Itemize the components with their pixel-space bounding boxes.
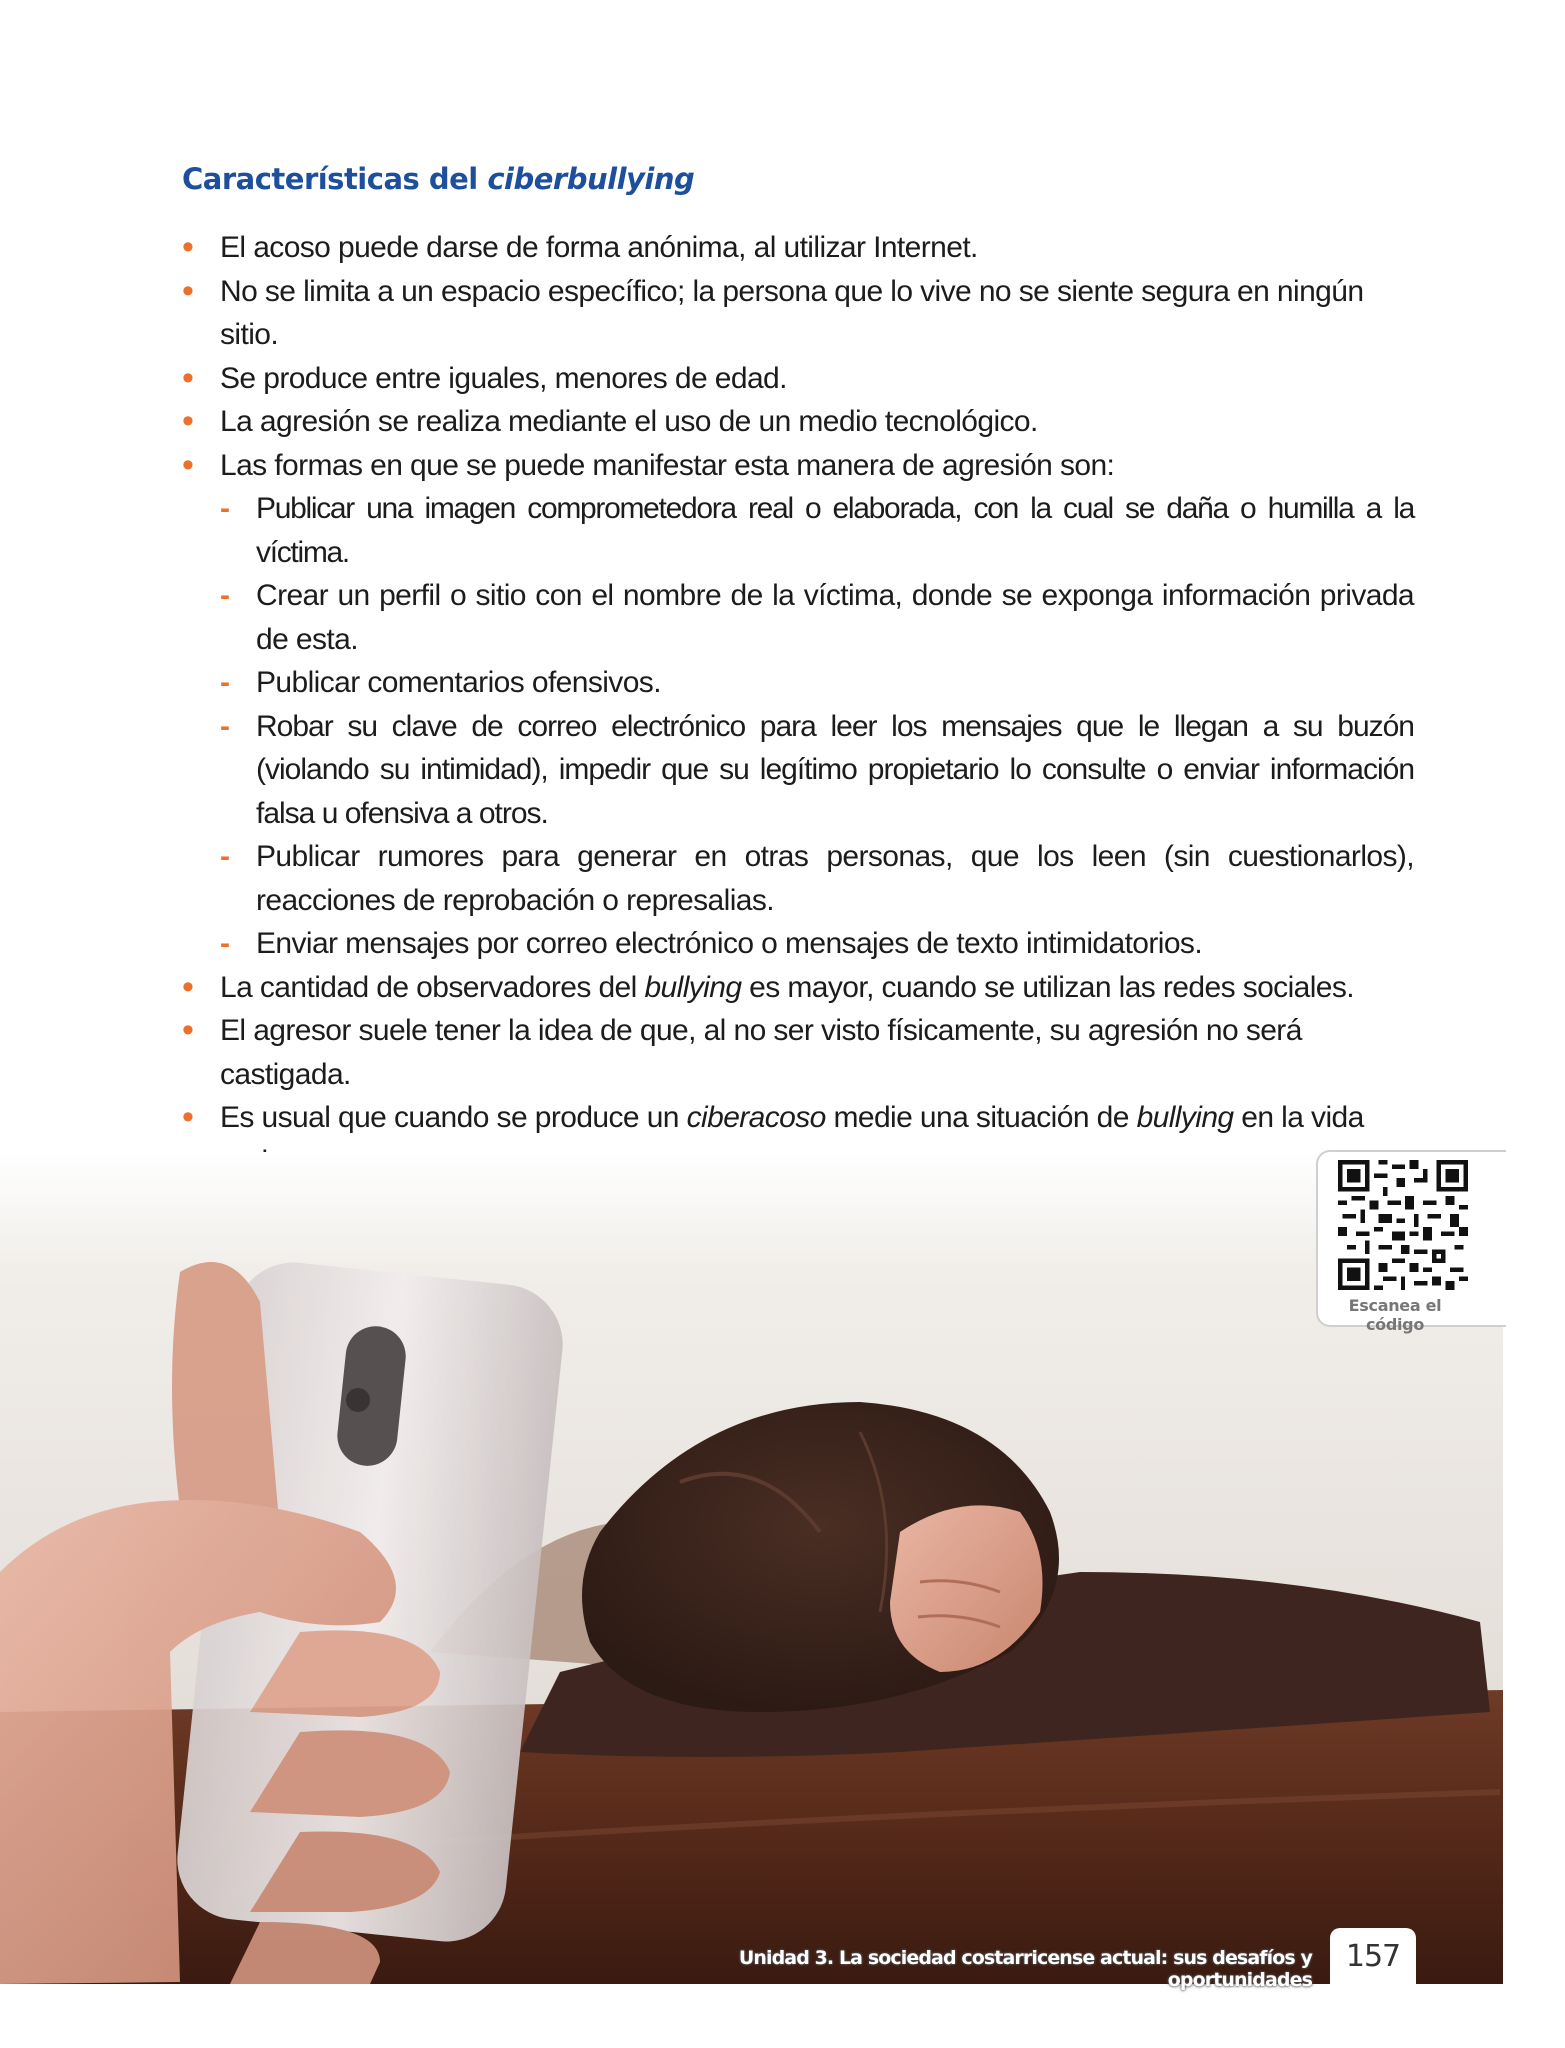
italic-term: ciberacoso bbox=[686, 1101, 826, 1134]
page-number: 157 bbox=[1330, 1928, 1416, 1986]
characteristics-list bbox=[182, 226, 1414, 1227]
photo-illustration bbox=[0, 1152, 1503, 1984]
list-item bbox=[182, 444, 1414, 966]
section-title-italic: ciberbullying bbox=[487, 162, 695, 196]
text-run: Es usual que cuando se produce un bbox=[220, 1101, 679, 1134]
list-item: • El agresor suele tener la idea de que, al no ser visto físicamente, su agresión no será castigada. bbox=[182, 1009, 1414, 1096]
list-item: • El acoso puede darse de forma anónima, al utilizar Internet. bbox=[182, 226, 1414, 270]
sublist-item: - Enviar mensajes por correo electrónico o mensajes de texto intimidatorios. bbox=[220, 922, 1414, 966]
list-item: • No se limita a un espacio específico; la persona que lo vive no se siente segura en ningún sitio. bbox=[182, 270, 1414, 357]
italic-term: bullying bbox=[1136, 1101, 1234, 1134]
sublist-item: - Publicar una imagen comprometedora real o elaborada, con la cual se daña o humilla a la víctima. bbox=[220, 487, 1414, 574]
characteristics-list-block bbox=[182, 226, 1414, 1227]
list-item: • Se produce entre iguales, menores de edad. bbox=[182, 357, 1414, 401]
sublist-item: - Crear un perfil o sitio con el nombre de la víctima, donde se exponga información privada de esta. bbox=[220, 574, 1414, 661]
sublist-item: - Publicar rumores para generar en otras personas, que los leen (sin cuestionarlos), reacciones de reprobación o represalias. bbox=[220, 835, 1414, 922]
section-title-text: Características del bbox=[182, 162, 478, 196]
qr-code-icon[interactable] bbox=[1335, 1160, 1471, 1290]
forms-sublist bbox=[220, 487, 1414, 966]
qr-label: Escanea el código bbox=[1348, 1296, 1442, 1334]
section-title bbox=[182, 162, 694, 196]
qr-code-card[interactable] bbox=[1316, 1150, 1506, 1334]
footer-unit-title: Unidad 3. La sociedad costarricense actual: sus desafíos y oportunidades bbox=[738, 1947, 1312, 1991]
text-run: es mayor, cuando se utilizan las redes sociales. bbox=[749, 970, 1355, 1004]
bullying-photo bbox=[0, 1152, 1503, 1984]
text-run: en la vida bbox=[1241, 1101, 1364, 1134]
list-item-text: Las formas en que se puede manifestar esta manera de agresión son: bbox=[220, 448, 1115, 482]
text-run: medie una situación de bbox=[833, 1101, 1129, 1134]
italic-term: bullying bbox=[644, 970, 742, 1004]
sublist-item: - Publicar comentarios ofensivos. bbox=[220, 661, 1414, 705]
list-item: • La agresión se realiza mediante el uso de un medio tecnológico. bbox=[182, 400, 1414, 444]
sublist-item: - Robar su clave de correo electrónico para leer los mensajes que le llegan a su buzón (violando su intimidad), impedir que su legítimo propietario lo consulte o enviar información falsa u ofensiva a otros. bbox=[220, 705, 1414, 836]
text-run: La cantidad de observadores del bbox=[220, 970, 637, 1004]
list-item bbox=[182, 966, 1414, 1010]
